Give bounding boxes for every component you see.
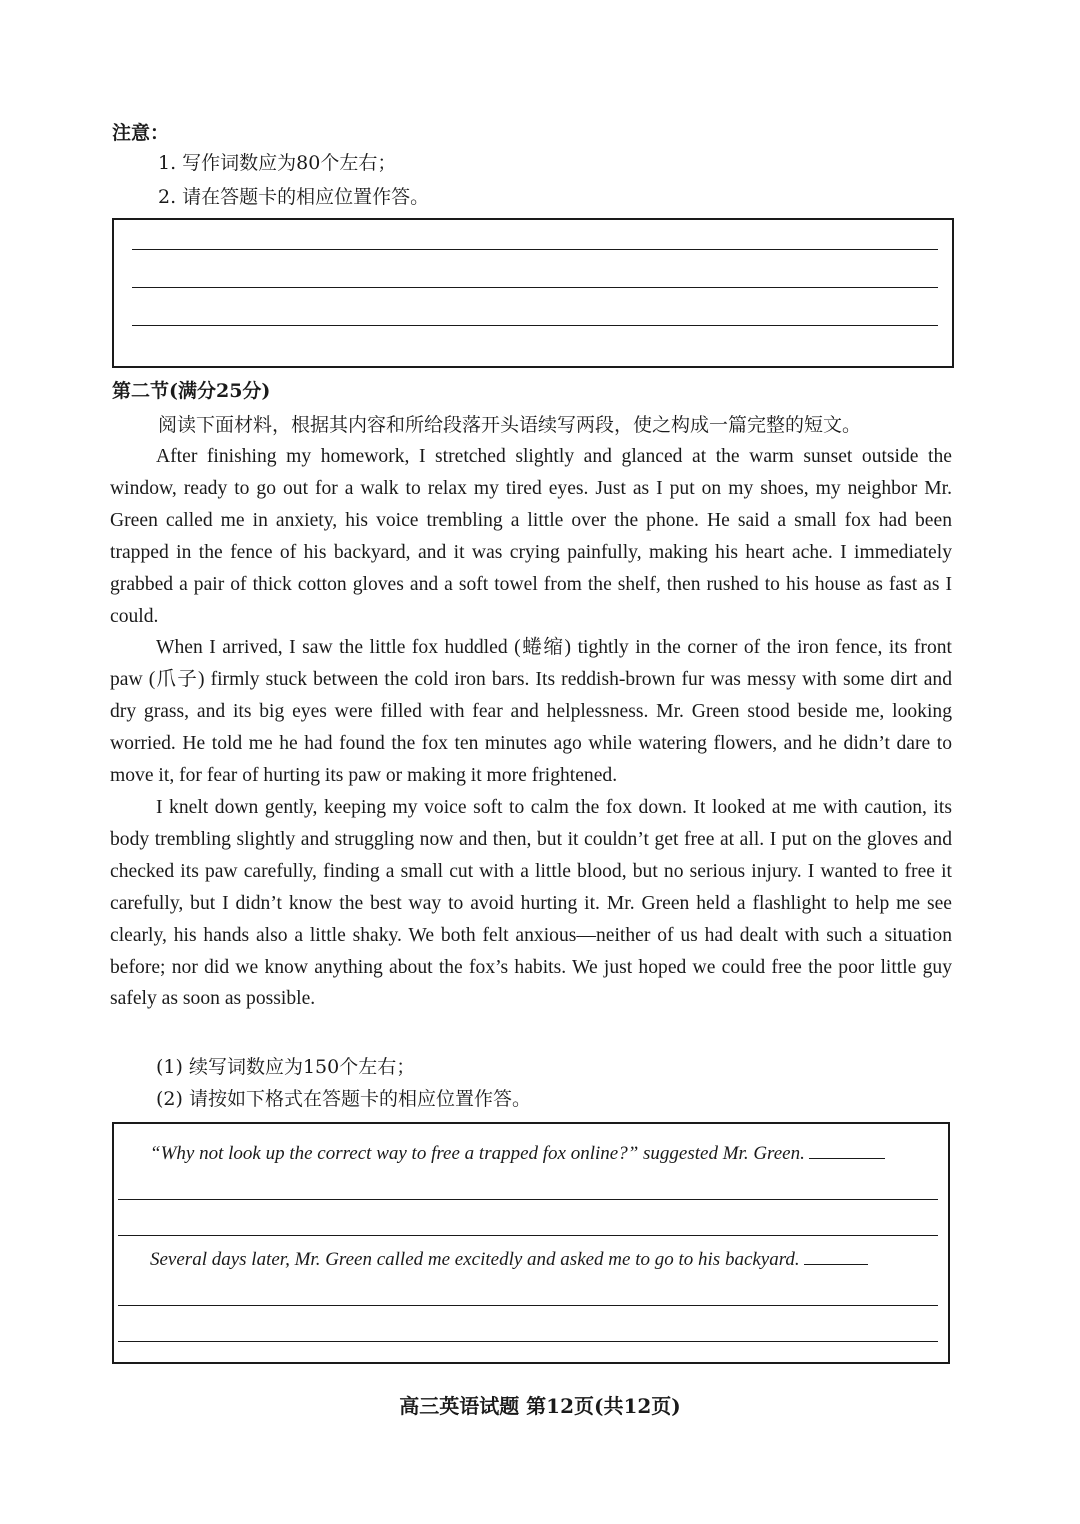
prompt-blank [809,1158,885,1159]
answer-line [118,1341,938,1342]
reading-passage [110,441,952,1015]
continuation-prompt-2 [150,1249,868,1271]
passage-paragraph-2: When I arrived, I saw the little fox huddled (蜷缩) tightly in the corner of the iron fence, its front paw (爪子) firmly stuck between the cold iron bars. Its reddish-brown fur was messy with some dirt and dry grass, and its big eyes were filled with fear and helplessness. Mr. Green stood beside me, looking worried. He told me he had found the fox ten minutes ago while watering flowers, and he didn’t dare to move it, for fear of hurting its paw or making it more frightened. [110,637,952,787]
prompt-blank [804,1264,868,1265]
notes-heading: 注意： [112,122,170,144]
answer-box-1 [112,218,954,368]
continuation-prompt-1 [150,1143,885,1165]
answer-line [118,1235,938,1236]
section-instruction: 阅读下面材料，根据其内容和所给段落开头语续写两段，使之构成一篇完整的短文。 [158,414,862,436]
page-footer: 高三英语试题 第12页(共12页) [399,1394,681,1418]
requirement-2: (2) 请按如下格式在答题卡的相应位置作答。 [156,1088,531,1110]
prompt-1-text: “Why not look up the correct way to free a trapped fox online?” suggested Mr. Green. [150,1143,805,1164]
answer-line [132,249,938,250]
prompt-2-text: Several days later, Mr. Green called me excitedly and asked me to go to his backyard. [150,1249,800,1270]
answer-line [132,325,938,326]
note-item-2: 2. 请在答题卡的相应位置作答。 [158,186,430,208]
passage-paragraph-3: I knelt down gently, keeping my voice soft to calm the fox down. It looked at me with caution, its body trembling slightly and struggling now and then, but it couldn’t get free at all. I put on the gloves and checked its paw carefully, finding a small cut with a little blood, but no serious injury. I wanted to free it carefully, but I didn’t know the best way to avoid hurting it. Mr. Green held a flashlight to help me see clearly, his hands also a little shaky. We both felt anxious—neither of us had dealt with such a situation before; nor did we know anything about the fox’s habits. We just hoped we could free the poor little guy safely as soon as possible. [110,796,952,1010]
section-heading: 第二节(满分25分) [112,380,271,402]
note-item-1: 1. 写作词数应为80个左右； [158,152,397,174]
answer-line [118,1305,938,1306]
passage-paragraph-1: After finishing my homework, I stretched slightly and glanced at the warm sunset outside the window, ready to go out for a walk to relax my tired eyes. Just as I put on my shoes, my neighbor Mr. Green called me in anxiety, his voice trembling a little over the phone. He said a small fox had been trapped in the fence of his backyard, and it was crying painfully, making his heart ache. I immediately grabbed a pair of thick cotton gloves and a soft towel from the shelf, then rushed to his house as fast as I could. [110,446,952,627]
answer-line [118,1199,938,1200]
answer-line [132,287,938,288]
requirement-1: (1) 续写词数应为150个左右； [156,1056,416,1078]
